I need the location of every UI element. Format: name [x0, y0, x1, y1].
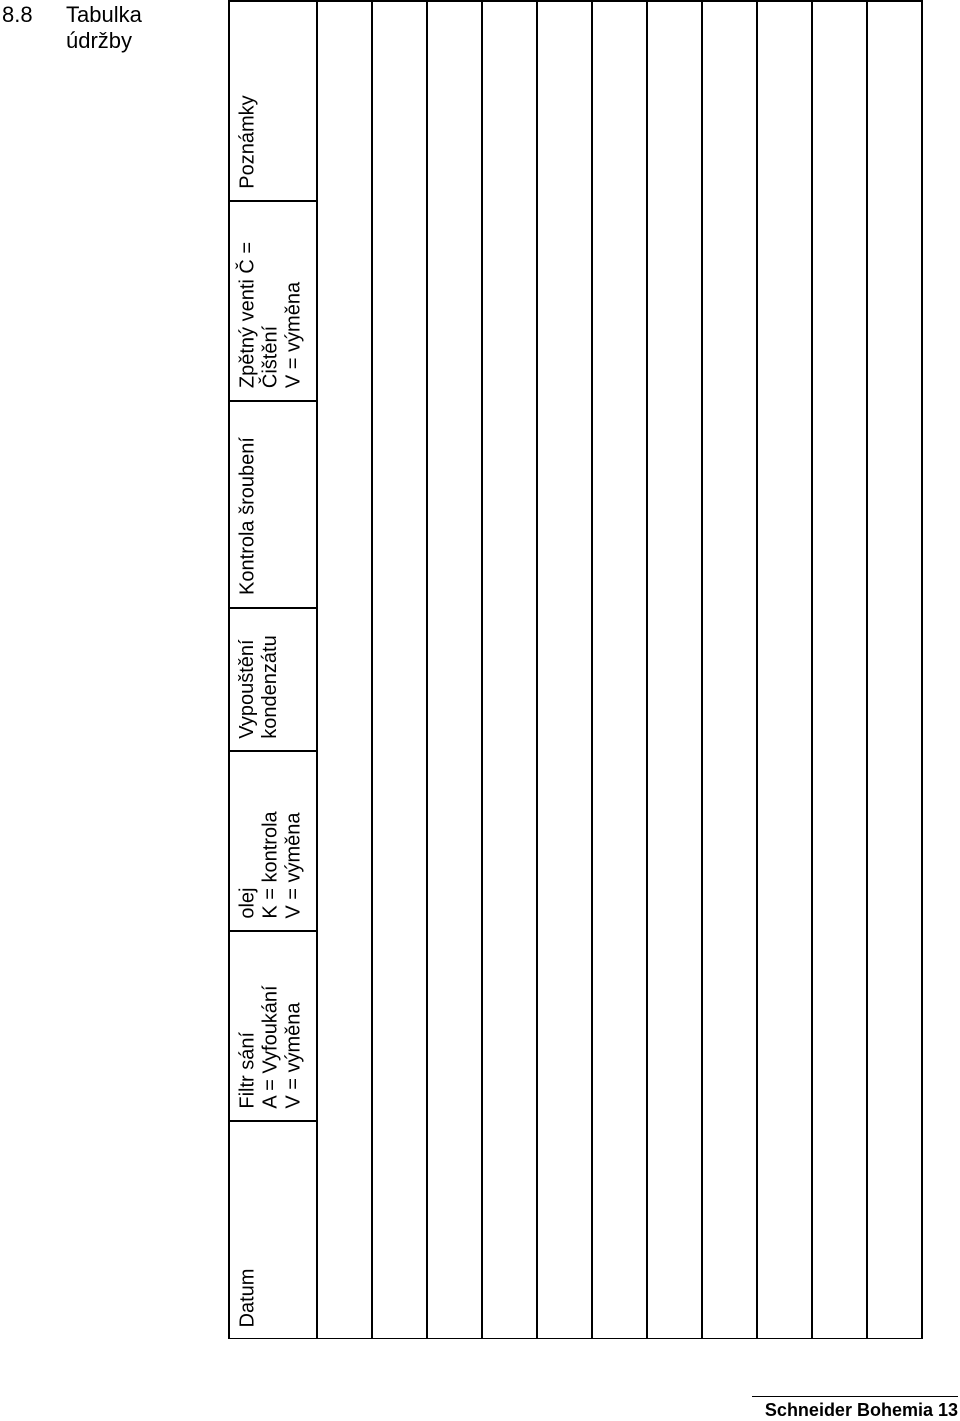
header-line: Poznámky — [236, 94, 258, 189]
maintenance-table — [228, 0, 922, 1339]
header-line: V = výměna — [282, 1001, 304, 1109]
table-vline — [701, 0, 703, 1339]
header-line: Zpětný venti Č = — [236, 241, 258, 389]
header-line: Čištění — [259, 325, 281, 389]
header-date — [228, 1120, 316, 1339]
header-intake-filter — [228, 930, 316, 1120]
header-line: V = výměna — [282, 281, 304, 389]
section-number: 8.8 — [2, 2, 33, 27]
table-vline — [811, 0, 813, 1339]
header-line: Kontrola šroubení — [236, 437, 258, 595]
header-line: olej — [236, 887, 258, 919]
header-oil — [228, 750, 316, 930]
footer-text: Schneider Bohemia 13 — [752, 1396, 958, 1421]
header-line: V = výměna — [282, 811, 304, 919]
table-bottom-border — [228, 1338, 922, 1340]
header-notes — [228, 0, 316, 200]
table-vline — [756, 0, 758, 1339]
table-vline — [371, 0, 373, 1339]
table-vline — [921, 0, 923, 1339]
table-top-border — [228, 0, 922, 2]
section-title: Tabulka údržby — [66, 2, 142, 53]
table-vline — [536, 0, 538, 1339]
table-vline — [866, 0, 868, 1339]
header-bolt-check — [228, 400, 316, 607]
header-line: Filtr sání — [236, 1031, 258, 1109]
header-condensate-drain — [228, 607, 316, 750]
table-vline — [591, 0, 593, 1339]
header-check-valve — [228, 200, 316, 400]
header-line: Datum — [236, 1268, 258, 1327]
table-vline — [426, 0, 428, 1339]
table-vline — [481, 0, 483, 1339]
table-vline — [646, 0, 648, 1339]
table-vline — [316, 0, 318, 1339]
header-line: A = Vyfoukání — [259, 984, 281, 1109]
header-line: Vypouštění — [236, 638, 258, 739]
header-line: K = kontrola — [259, 810, 281, 919]
header-line: kondenzátu — [259, 634, 281, 739]
